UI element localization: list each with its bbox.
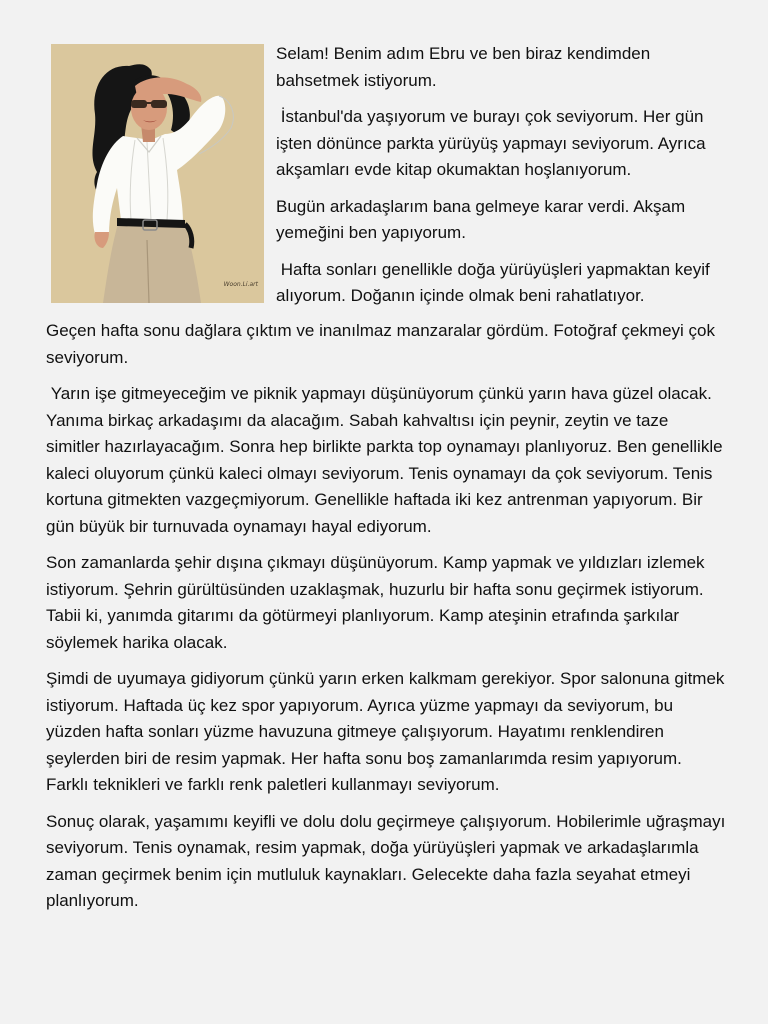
paragraph: Yarın işe gitmeyeceğim ve piknik yapmayı düşünüyorum çünkü yarın hava güzel olacak. Yanıma birkaç arkadaşımı da alacağım. Sabah kahvaltısı için peynir, zeytin ve taze simitler hazırlayacağım. Sonra hep birlikte parkta top oynamayı planlıyoruz. Ben genellikle kaleci oluyorum çünkü kaleci olmayı seviyorum. Tenis oynamayı da çok seviyorum. Tenis kortuna gitmekten vazgeçmiyorum. Genellikle haftada iki kez antrenman yapıyorum. Bir gün büyük bir turnuvada oynamayı hayal ediyorum. xyxy=(46,384,728,536)
woman-illustration-art xyxy=(51,44,264,303)
paragraph: Sonuç olarak, yaşamımı keyifli ve dolu dolu geçirmeye çalışıyorum. Hobilerimle uğraşmayı seviyorum. Tenis oynamak, resim yapmak, doğa yürüyüşleri yapmak ve arkadaşlarımla zaman geçirmek benim için mutluluk kaynakları. Gelecekte daha fazla seyahat etmeyi planlıyorum. xyxy=(46,811,731,910)
paragraph: Son zamanlarda şehir dışına çıkmayı düşünüyorum. Kamp yapmak ve yıldızları izlemek istiyorum. Şehrin gürültüsünden uzaklaşmak, huzurlu bir hafta sonu geçirmek istiyorum. Tabii ki, yanımda gitarımı da götürmeyi planlıyorum. Kamp ateşinin etrafında şarkılar söylemek harika olacak. xyxy=(46,553,710,652)
paragraph: Geçen hafta sonu dağlara çıktım ve inanılmaz manzaralar gördüm. Fotoğraf çekmeyi çok seviyorum. xyxy=(46,321,720,367)
paragraph: Bugün arkadaşlarım bana gelmeye karar verdi. Akşam yemeğini ben yapıyorum. xyxy=(276,196,690,242)
paragraph: Selam! Benim adım Ebru ve ben biraz kendimden bahsetmek istiyorum. xyxy=(276,44,655,90)
paragraph: Şimdi de uyumaya gidiyorum çünkü yarın erken kalkmam gerekiyor. Spor salonuna gitmek istiyorum. Haftada üç kez spor yapıyorum. Ayrıca yüzme yapmayı da seviyorum, bu yüzden hafta sonları yüzme havuzuna gitmeye çalışıyorum. Hayatımı renklendiren şeylerden biri de resim yapmak. Her hafta sonu boş zamanlarımda resim yapıyorum. Farklı teknikleri ve farklı renk paletleri kullanmayı seviyorum. xyxy=(46,669,730,794)
woman-illustration xyxy=(51,44,264,303)
main-text-body xyxy=(46,318,731,925)
paragraph: Hafta sonları genellikle doğa yürüyüşleri yapmaktan keyif alıyorum. Doğanın içinde olmak beni rahatlatıyor. xyxy=(276,259,715,305)
paragraph: İstanbul'da yaşıyorum ve burayı çok seviyorum. Her gün işten dönünce parkta yürüyüş yapmayı seviyorum. Ayrıca akşamları evde kitap okumaktan hoşlanıyorum. xyxy=(276,107,711,179)
intro-text-column xyxy=(276,41,726,320)
artist-signature: Woon.Li.art xyxy=(223,280,258,288)
